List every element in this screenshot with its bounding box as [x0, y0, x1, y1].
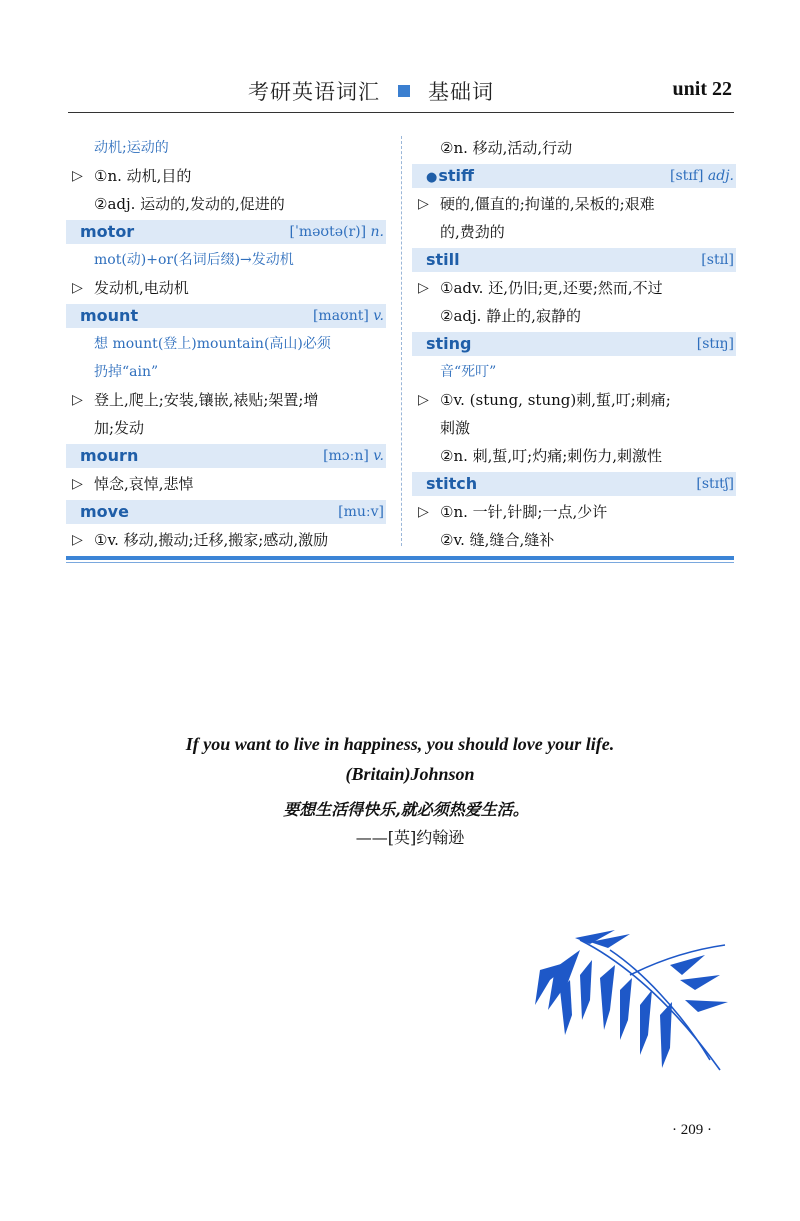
- phonetic-text: [mɔːn]: [323, 448, 369, 464]
- definition-line: [412, 274, 736, 302]
- mnemonic-text: 想 mount(登上)mountain(高山)必须: [94, 336, 331, 352]
- definition-line: [66, 470, 386, 498]
- headword: [426, 248, 460, 272]
- square-bullet-icon: [398, 85, 410, 97]
- headword: [80, 220, 134, 244]
- section-end-rule: [66, 556, 734, 560]
- part-of-speech: v.: [373, 308, 384, 324]
- headword: [80, 500, 129, 524]
- phonetic-text: [maʊnt]: [312, 308, 369, 324]
- triangle-bullet-icon: ▷: [72, 168, 83, 184]
- left-column: [66, 134, 386, 554]
- triangle-bullet-icon: ▷: [418, 280, 429, 296]
- definition-text: 刺激: [440, 419, 471, 437]
- headword-row: [412, 248, 736, 272]
- mnemonic-text: 音“死叮”: [440, 364, 497, 380]
- mnemonic-line: [66, 330, 386, 358]
- definition-text: ①v. 移动,搬动;迁移,搬家;感动,激励: [94, 531, 329, 549]
- book-title: 考研英语词汇: [248, 80, 380, 104]
- phonetic: [313, 304, 384, 328]
- definition-text: ②v. 缝,缝合,缝补: [440, 531, 555, 549]
- definition-text: 悼念,哀悼,悲悼: [94, 475, 194, 493]
- headword-row: [412, 472, 736, 496]
- mnemonic-line: [66, 358, 386, 386]
- definition-text: 发动机,电动机: [94, 279, 189, 297]
- headword-text: stitch: [426, 474, 478, 493]
- definition-line: [412, 442, 736, 470]
- definition-line: [412, 218, 736, 246]
- definition-line: [66, 162, 386, 190]
- headword-text: sting: [426, 334, 472, 353]
- definition-text: ①v. (stung, stung)刺,蜇,叮;刺痛;: [440, 391, 671, 409]
- part-of-speech: v.: [373, 448, 384, 464]
- quote-author-english: (Britain)Johnson: [345, 764, 475, 784]
- phonetic: [338, 500, 384, 524]
- mnemonic-text: mot(动)+or(名词后缀)→发动机: [94, 252, 294, 268]
- triangle-bullet-icon: ▷: [72, 280, 83, 296]
- headword-text: still: [426, 250, 460, 269]
- headword-row: [66, 220, 386, 244]
- part-of-speech: adj.: [707, 168, 734, 184]
- headword-row: [66, 444, 386, 468]
- phonetic-text: [ˈməʊtə(r)]: [289, 224, 367, 240]
- bamboo-illustration: [520, 920, 740, 1080]
- headword-row: [412, 332, 736, 356]
- unit-label: unit 22: [672, 78, 732, 100]
- phonetic: [697, 332, 734, 356]
- definition-text: ②n. 移动,活动,行动: [440, 139, 573, 157]
- phonetic: [323, 444, 384, 468]
- headword-row: [412, 164, 736, 188]
- phonetic-text: [stɪŋ]: [696, 336, 734, 352]
- definition-line: [66, 386, 386, 414]
- phonetic-text: [stɪl]: [701, 252, 734, 268]
- definition-text: ①n. 一针,针脚;一点,少许: [440, 503, 608, 521]
- definition-line: [66, 414, 386, 442]
- definition-text: 的,费劲的: [440, 223, 505, 241]
- definition-line: [412, 526, 736, 554]
- headword-text: motor: [80, 222, 135, 241]
- running-title: [248, 76, 494, 106]
- page-number: · 209 ·: [672, 1122, 712, 1138]
- column-divider: [401, 136, 402, 546]
- phonetic: [670, 164, 734, 188]
- quote-english: If you want to live in happiness, you should love your life.: [185, 734, 615, 754]
- definition-line: [412, 190, 736, 218]
- definition-line: [412, 414, 736, 442]
- definition-line: [412, 134, 736, 162]
- triangle-bullet-icon: ▷: [72, 392, 83, 408]
- headword-text: mount: [80, 306, 139, 325]
- mnemonic-line: [412, 358, 736, 386]
- triangle-bullet-icon: ▷: [418, 196, 429, 212]
- definition-line: [66, 190, 386, 218]
- headword-text: mourn: [80, 446, 139, 465]
- triangle-bullet-icon: ▷: [418, 392, 429, 408]
- definition-line: [412, 498, 736, 526]
- key-word-dot-icon: ●: [426, 170, 438, 185]
- phonetic-text: [stɪf]: [670, 168, 704, 184]
- definition-text: 硬的,僵直的;拘谨的,呆板的;艰难: [440, 195, 655, 213]
- headword: [80, 304, 138, 328]
- definition-line: [66, 274, 386, 302]
- definition-text: 登上,爬上;安装,镶嵌,裱贴;架置;增: [94, 391, 319, 409]
- phonetic: [696, 472, 734, 496]
- phonetic: [290, 220, 384, 244]
- definition-line: [66, 526, 386, 554]
- triangle-bullet-icon: ▷: [72, 476, 83, 492]
- mnemonic-line: [66, 246, 386, 274]
- section-end-rule-thin: [66, 562, 734, 563]
- phonetic: [701, 248, 734, 272]
- phonetic-text: [muːv]: [338, 504, 384, 520]
- triangle-bullet-icon: ▷: [418, 504, 429, 520]
- definition-text: ①adv. 还,仍旧;更,还要;然而,不过: [440, 279, 663, 297]
- phonetic-text: [stɪtʃ]: [696, 476, 734, 492]
- headword-row: [66, 500, 386, 524]
- quote-author-chinese: ——[英]约翰逊: [355, 828, 465, 847]
- part-of-speech: n.: [370, 224, 384, 240]
- definition-text: 加;发动: [94, 419, 145, 437]
- definition-text: ②adj. 静止的,寂静的: [440, 307, 581, 325]
- definition-text: ②adj. 运动的,发动的,促进的: [94, 195, 285, 213]
- mnemonic-line: [66, 134, 386, 162]
- right-column: [412, 134, 736, 554]
- quote-chinese: 要想生活得快乐,就必须热爱生活。: [283, 800, 529, 819]
- definition-text: ②n. 刺,蜇,叮;灼痛;刺伤力,刺激性: [440, 447, 663, 465]
- definition-line: [412, 302, 736, 330]
- headword: [426, 332, 472, 356]
- triangle-bullet-icon: ▷: [72, 532, 83, 548]
- headword-row: [66, 304, 386, 328]
- headword-text: stiff: [438, 166, 474, 185]
- section-title: 基础词: [428, 80, 494, 104]
- headword-text: move: [80, 502, 129, 521]
- headword: [426, 164, 474, 190]
- definition-text: ①n. 动机,目的: [94, 167, 192, 185]
- header-rule: [68, 112, 734, 113]
- headword: [80, 444, 138, 468]
- mnemonic-text: 扔掉“ain”: [94, 364, 159, 380]
- headword: [426, 472, 477, 496]
- definition-line: [412, 386, 736, 414]
- mnemonic-text: 动机;运动的: [94, 140, 169, 156]
